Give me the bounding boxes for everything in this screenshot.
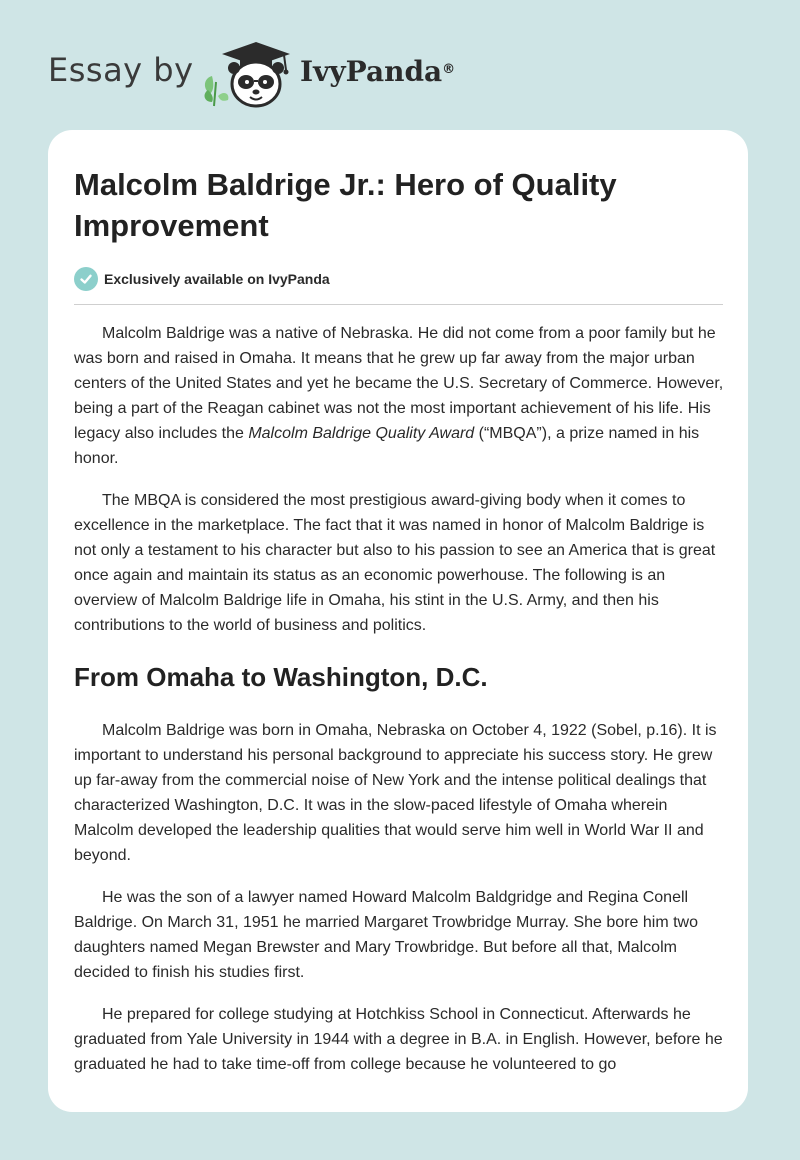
paragraph-intro-1: Malcolm Baldrige was a native of Nebraska. He did not come from a poor family but he was born and raised in Omaha. It means that he grew up far away from the major urban centers of the United States and yet he became the U.S. Secretary of Commerce. However, being a part of the Reagan cabinet was not the most important achievement of his life. His legacy also includes the Malcolm Baldrige Quality Award (“MBQA”), a prize named in his honor.	[74, 325, 724, 467]
essay-title: Malcolm Baldrige Jr.: Hero of Quality Improvement	[74, 167, 617, 243]
essay-card	[48, 130, 748, 1112]
check-icon	[74, 267, 98, 291]
paragraph-section-3: He prepared for college studying at Hotchkiss School in Connecticut. Afterwards he graduated from Yale University in 1944 with a degree in B.A. in English. However, before he graduated he had to take time-off from college because he volunteered to go	[74, 1006, 723, 1073]
ivy-leaf-icon	[205, 76, 229, 106]
section-heading: From Omaha to Washington, D.C.	[74, 662, 488, 692]
paragraph-intro-2: The MBQA is considered the most prestigious award-giving body when it comes to excellence in the marketplace. The fact that it was named in honor of Malcolm Baldrige is not only a testament to his character but also to his passion to see an America that is great once again and maintain its status as an economic powerhouse. The following is an overview of Malcolm Baldrige life in Omaha, his stint in the U.S. Army, and then his contributions to the world of business and politics.	[74, 492, 716, 634]
award-name: Malcolm Baldrige Quality Award	[248, 425, 475, 442]
title-divider	[74, 304, 723, 305]
exclusive-badge	[74, 266, 724, 292]
essay-by-label: Essay by	[48, 51, 194, 89]
exclusive-label: Exclusively available on IvyPanda	[104, 271, 330, 287]
paragraph-section-2: He was the son of a lawyer named Howard Malcolm Baldgridge and Regina Conell Baldrige. On March 31, 1951 he married Margaret Trowbridge Murray. She bore him two daughters named Megan Brewster and Mary Trowbridge. But before all that, Malcolm decided to finish his studies first.	[74, 889, 698, 981]
brand-name[interactable]: IvyPanda®	[300, 55, 456, 88]
paragraph-section-1: Malcolm Baldrige was born in Omaha, Nebraska on October 4, 1922 (Sobel, p.16). It is important to understand his personal background to appreciate his success story. He grew up far-away from the commercial noise of New York and the intense political dealings that characterized Washington, D.C. It was in the slow-paced lifestyle of Omaha wherein Malcolm developed the leadership qualities that would serve him well in World War II and beyond.	[74, 722, 717, 864]
site-header	[0, 0, 800, 130]
panda-graduate-icon[interactable]	[200, 36, 296, 110]
essay-content	[74, 164, 724, 1077]
trademark-mark: ®	[442, 62, 456, 77]
